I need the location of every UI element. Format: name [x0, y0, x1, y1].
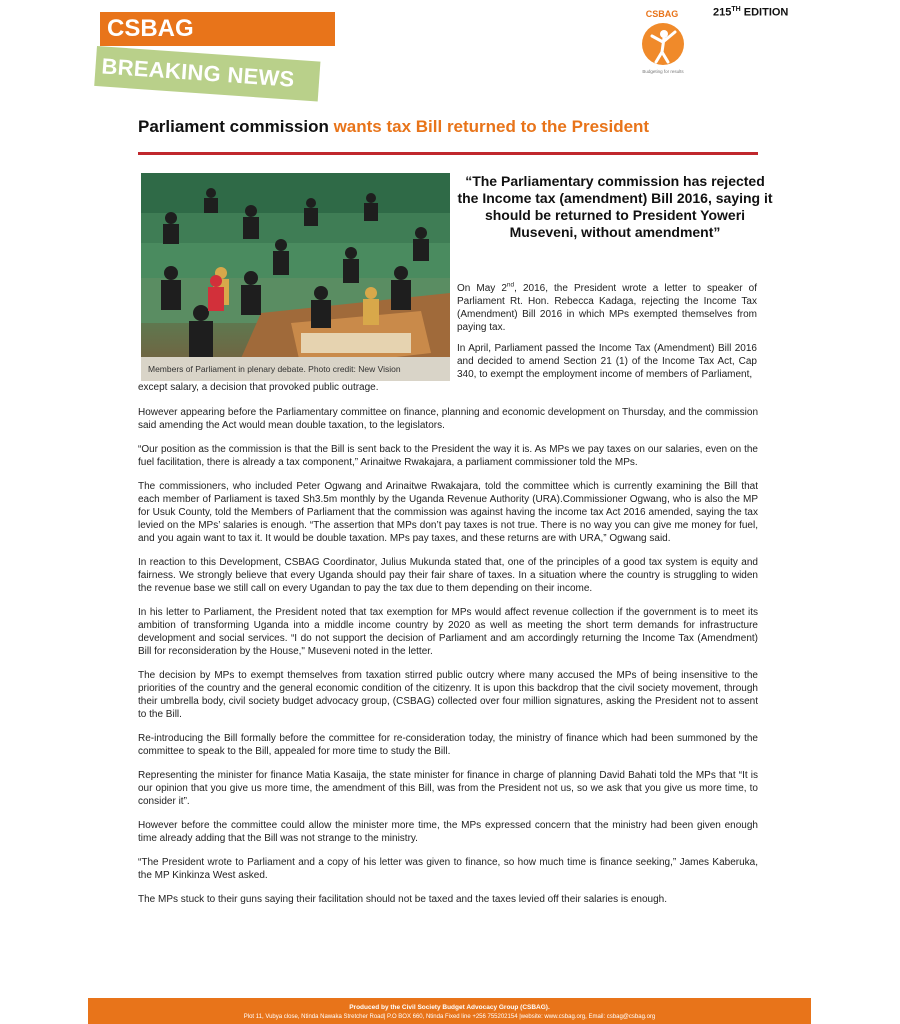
pull-quote: “The Parliamentary commission has rejected the Income tax (amendment) Bill 2016, saying it should be returned to President Yoweri Museveni, without amendment” [457, 173, 773, 240]
body-paragraph: The MPs stuck to their guns saying their facilitation should not be taxed and the taxes levied off their salaries is enough. [138, 894, 668, 905]
continuation-text: except salary, a decision that provoked public outrage. [138, 382, 379, 393]
page-footer [88, 998, 811, 1024]
body-paragraph: The decision by MPs to exempt themselves from taxation stirred public outcry where many accused the MPs of being insensitive to the priorities of the country and the general economic condition of the citizenry. It is upon this backdrop that the civil society movement, through their umbrella body, civil society budget advocacy group, (CSBAG) collected over four million signatures, asking the President not to assent to the Bill. [138, 670, 758, 720]
edition-word: EDITION [743, 6, 789, 19]
headline-part2: wants tax Bill returned to the President [333, 117, 650, 136]
body-paragraph: However appearing before the Parliamentary committee on finance, planning and economic development on Thursday, and the commission said amending the Act would mean double taxation, to the legislators. [138, 407, 758, 431]
headline-rule [138, 152, 758, 155]
photo-caption: Members of Parliament in plenary debate. Photo credit: New Vision [141, 357, 450, 381]
column-paragraph-2: In April, Parliament passed the Income Tax (Amendment) Bill 2016 and decided to amend Section 21 (1) of the Income Tax Act, Cap 340, to exempt the employment income of members of Parliament, [457, 343, 757, 380]
body-paragraph: However before the committee could allow the minister more time, the MPs expressed concern that the ministry had been given enough time already adding that the Bill was not strange to the ministry. [138, 820, 758, 844]
body-paragraph: Representing the minister for finance Matia Kasaija, the state minister for finance in charge of planning David Bahati told the MPs that “It is our opinion that you give us more time, the amendment of this Bill, was from the President not us, so we ask that you give us more time, to consider it”. [138, 770, 758, 807]
body-paragraph: “The President wrote to Parliament and a copy of his letter was given to finance, so how much time is finance seeking,” James Kaberuka, the MP Kinkinza West asked. [138, 857, 758, 881]
logo-tagline: Budgeting for results [642, 69, 684, 74]
body-paragraph: In his letter to Parliament, the President noted that tax exemption for MPs would affect revenue collection if the government is to meet its ambition of transforming Uganda into a middle income country by 2020 as well as meeting the short term demands for infrastructure development and social services. “I do not support the decision of Parliament and am accordingly returning the Income Tax (Amendment) Bill for reconsideration by the House," Museveni noted in the letter. [138, 607, 758, 657]
breaking-news-banner: BREAKING NEWS [94, 46, 320, 102]
edition-number: 215 [713, 6, 732, 19]
parliament-photo [141, 173, 450, 381]
body-paragraph: Re-introducing the Bill formally before the committee for re-consideration today, the ministry of finance which had been summoned by the committee to speak to the Bill, appealed for more time to study the Bill. [138, 733, 758, 757]
brand-label: CSBAG [100, 12, 335, 46]
logo-text: CSBAG [645, 9, 679, 19]
headline-part1: Parliament commission [138, 117, 329, 136]
page-title [138, 117, 758, 137]
body-paragraph: “Our position as the commission is that the Bill is sent back to the President the way it is. As MPs we pay taxes on our salaries, even on the fuel facilitation, there is already a tax component,” Arinaitwe Rwakajara, a parliament commissioner told the MPs. [138, 444, 758, 468]
edition-label [713, 6, 788, 19]
body-paragraph: The commissioners, who included Peter Ogwang and Arinaitwe Rwakajara, told the committee which is currently examining the Bill that each member of Parliament is taxed Sh3.5m monthly by the Uganda Revenue Authority (URA).Commissioner Ogwang, who is also the MP for Usuk County, told the Members of Parliament that the commission was against having the income tax Act 2016 amended, saying the tax levied on the MPs’ salaries is enough. “The assertion that MPs don’t pay taxes is not true. There is no way you can give me money for fuel, and you again want to tax it. It would be double taxation. MPs pay taxes, and these returns are with URA,” Ogwang said. [138, 481, 758, 544]
footer-contact: Plot 11, Vubya close, Ntinda Nawaka Stretcher Road| P.O BOX 660, Ntinda Fixed line +256 755202154 |website: www.csbag.org, Email: csbag@csbag.org [243, 1014, 656, 1020]
body-paragraph: In reaction to this Development, CSBAG Coordinator, Julius Mukunda stated that, one of the principles of a good tax system is equity and fairness. We strongly believe that every Uganda should pay their fair share of taxes. In a situation where the country is struggling to widen the revenue base we still call on every Ugandan to pay the tax due to them depending on their income. [138, 557, 758, 594]
footer-producer: Produced by the Civil Society Budget Advocacy Group (CSBAG). [349, 1004, 550, 1011]
edition-suffix: TH [731, 6, 741, 13]
article-body [138, 406, 758, 917]
column-paragraph-1: On May 2nd, 2016, the President wrote a letter to speaker of Parliament Rt. Hon. Rebecca Kadaga, rejecting the Income Tax (Amendment) Bill 2016 in which MPs exempted themselves from paying tax. [457, 281, 757, 333]
csbag-logo [630, 6, 695, 76]
